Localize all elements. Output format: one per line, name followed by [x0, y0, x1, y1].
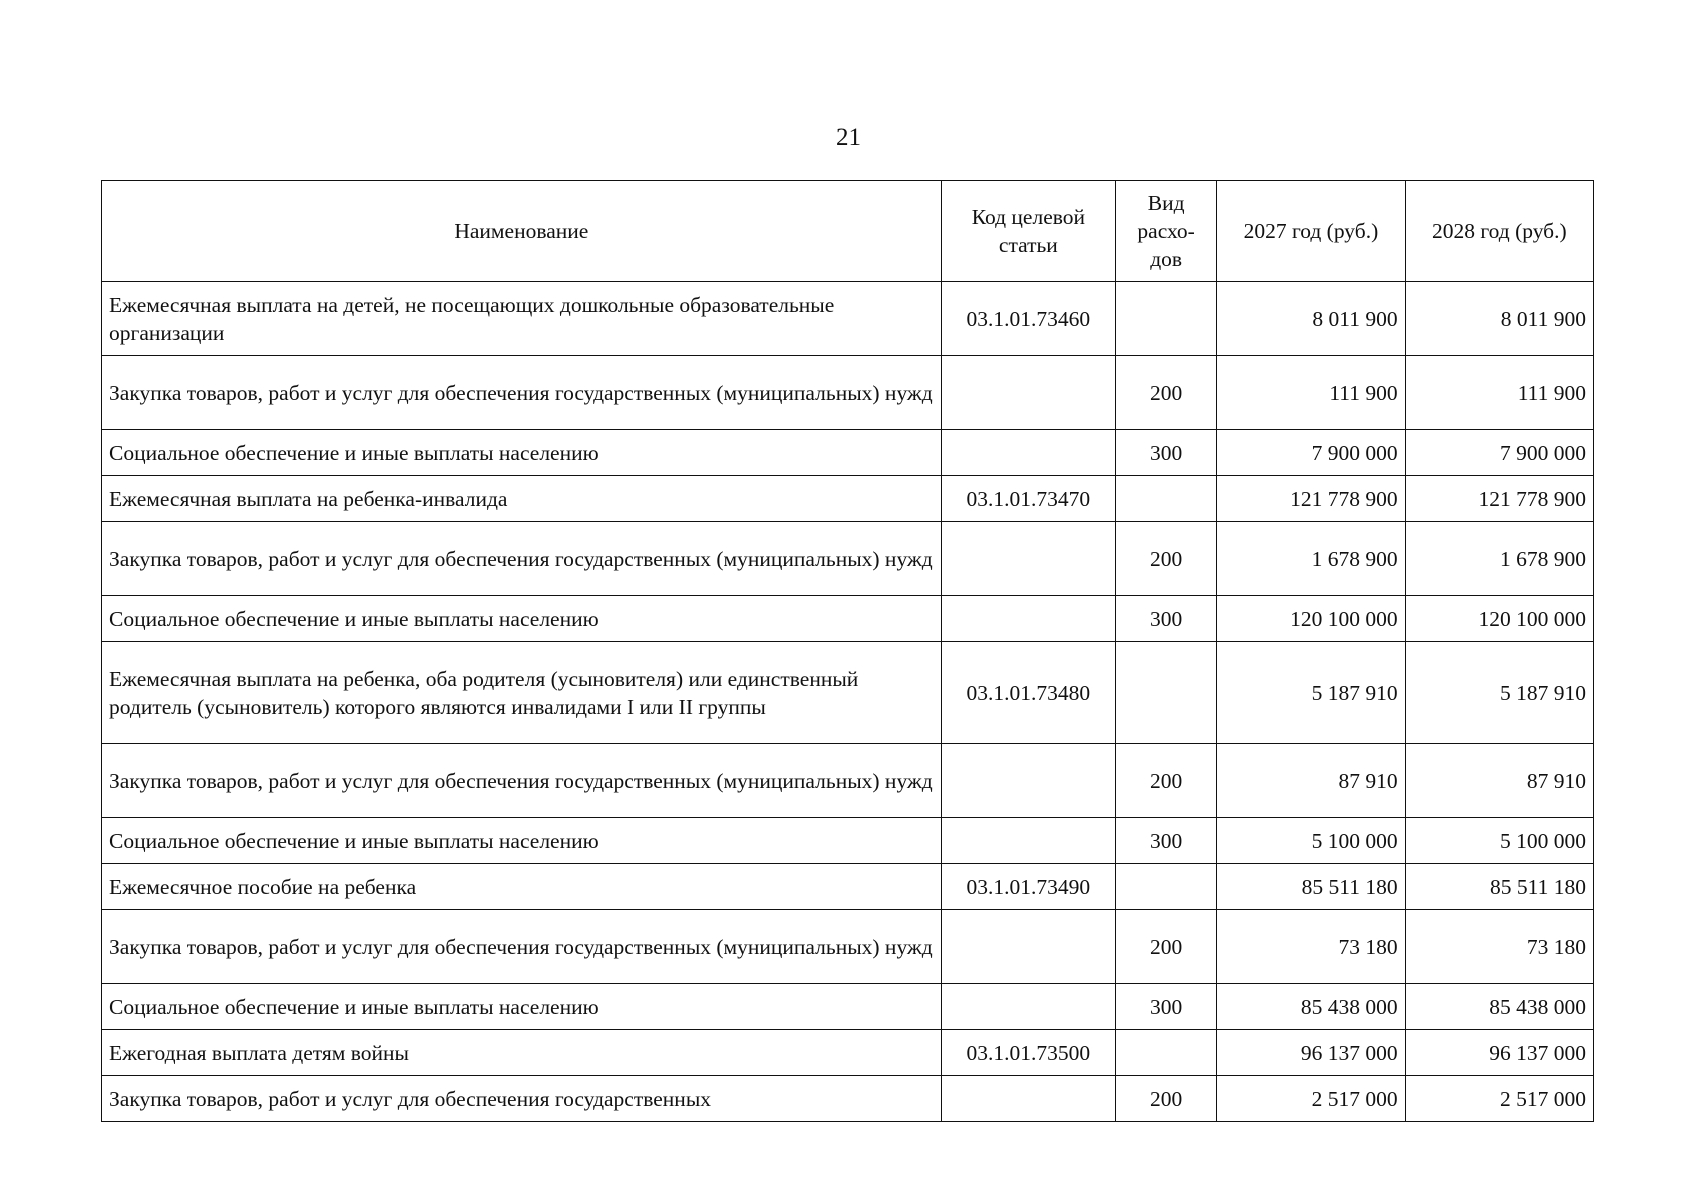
- row-amount-2027: 96 137 000: [1217, 1030, 1405, 1076]
- row-name: Социальное обеспечение и иные выплаты населению: [102, 818, 942, 864]
- row-amount-2027: 87 910: [1217, 744, 1405, 818]
- header-name: Наименование: [102, 181, 942, 282]
- row-kind: [1116, 1030, 1217, 1076]
- row-amount-2028: 120 100 000: [1405, 596, 1593, 642]
- row-name: Закупка товаров, работ и услуг для обеспечения государственных (муниципальных) нужд: [102, 744, 942, 818]
- row-name: Ежемесячная выплата на ребенка-инвалида: [102, 476, 942, 522]
- row-code: [941, 744, 1115, 818]
- row-kind: [1116, 642, 1217, 744]
- row-amount-2028: 8 011 900: [1405, 282, 1593, 356]
- row-kind: 200: [1116, 910, 1217, 984]
- header-year-2027: 2027 год (руб.): [1217, 181, 1405, 282]
- row-amount-2028: 121 778 900: [1405, 476, 1593, 522]
- row-amount-2028: 85 438 000: [1405, 984, 1593, 1030]
- row-code: 03.1.01.73470: [941, 476, 1115, 522]
- row-code: 03.1.01.73480: [941, 642, 1115, 744]
- row-amount-2027: 120 100 000: [1217, 596, 1405, 642]
- row-amount-2028: 73 180: [1405, 910, 1593, 984]
- row-amount-2027: 5 100 000: [1217, 818, 1405, 864]
- row-name: Закупка товаров, работ и услуг для обеспечения государственных (муниципальных) нужд: [102, 356, 942, 430]
- table-row: [102, 984, 1594, 1030]
- row-name: Ежегодная выплата детям войны: [102, 1030, 942, 1076]
- row-name: Социальное обеспечение и иные выплаты населению: [102, 430, 942, 476]
- row-code: 03.1.01.73490: [941, 864, 1115, 910]
- row-code: [941, 356, 1115, 430]
- budget-table: [101, 180, 1594, 1122]
- table-row: [102, 282, 1594, 356]
- row-name: Закупка товаров, работ и услуг для обеспечения государственных (муниципальных) нужд: [102, 522, 942, 596]
- row-amount-2027: 2 517 000: [1217, 1076, 1405, 1122]
- row-amount-2028: 5 100 000: [1405, 818, 1593, 864]
- row-amount-2028: 96 137 000: [1405, 1030, 1593, 1076]
- row-kind: [1116, 282, 1217, 356]
- row-amount-2028: 87 910: [1405, 744, 1593, 818]
- header-code: Код целевой статьи: [941, 181, 1115, 282]
- page-number: 21: [836, 124, 861, 151]
- table-row: [102, 642, 1594, 744]
- row-kind: 300: [1116, 596, 1217, 642]
- row-amount-2027: 7 900 000: [1217, 430, 1405, 476]
- row-name: Социальное обеспечение и иные выплаты населению: [102, 984, 942, 1030]
- row-code: [941, 984, 1115, 1030]
- header-row: [102, 181, 1594, 282]
- header-year-2028: 2028 год (руб.): [1405, 181, 1593, 282]
- row-code: [941, 910, 1115, 984]
- row-name: Социальное обеспечение и иные выплаты населению: [102, 596, 942, 642]
- row-name: Ежемесячное пособие на ребенка: [102, 864, 942, 910]
- row-code: [941, 596, 1115, 642]
- row-amount-2027: 1 678 900: [1217, 522, 1405, 596]
- table-row: [102, 596, 1594, 642]
- row-amount-2027: 73 180: [1217, 910, 1405, 984]
- row-kind: 200: [1116, 744, 1217, 818]
- table-row: [102, 744, 1594, 818]
- table-row: [102, 1030, 1594, 1076]
- table-row: [102, 818, 1594, 864]
- row-code: [941, 818, 1115, 864]
- row-amount-2027: 8 011 900: [1217, 282, 1405, 356]
- row-code: 03.1.01.73500: [941, 1030, 1115, 1076]
- row-name: Закупка товаров, работ и услуг для обеспечения государственных (муниципальных) нужд: [102, 910, 942, 984]
- row-amount-2027: 111 900: [1217, 356, 1405, 430]
- row-amount-2028: 7 900 000: [1405, 430, 1593, 476]
- table-row: [102, 430, 1594, 476]
- row-kind: 300: [1116, 818, 1217, 864]
- row-amount-2028: 85 511 180: [1405, 864, 1593, 910]
- row-name: Ежемесячная выплата на детей, не посещающих дошкольные образовательные организации: [102, 282, 942, 356]
- row-code: 03.1.01.73460: [941, 282, 1115, 356]
- row-name: Ежемесячная выплата на ребенка, оба родителя (усыновителя) или единственный родитель (усыновитель) которого являются инвалидами I или II группы: [102, 642, 942, 744]
- row-kind: 200: [1116, 356, 1217, 430]
- row-kind: 200: [1116, 522, 1217, 596]
- row-amount-2028: 1 678 900: [1405, 522, 1593, 596]
- row-kind: [1116, 864, 1217, 910]
- row-amount-2027: 85 511 180: [1217, 864, 1405, 910]
- row-code: [941, 522, 1115, 596]
- row-amount-2028: 2 517 000: [1405, 1076, 1593, 1122]
- row-amount-2028: 111 900: [1405, 356, 1593, 430]
- row-code: [941, 430, 1115, 476]
- table-row: [102, 864, 1594, 910]
- row-amount-2027: 85 438 000: [1217, 984, 1405, 1030]
- row-kind: 200: [1116, 1076, 1217, 1122]
- table-row: [102, 356, 1594, 430]
- row-kind: 300: [1116, 984, 1217, 1030]
- row-kind: [1116, 476, 1217, 522]
- table-row: [102, 1076, 1594, 1122]
- row-amount-2027: 5 187 910: [1217, 642, 1405, 744]
- table-row: [102, 522, 1594, 596]
- table-row: [102, 910, 1594, 984]
- row-name: Закупка товаров, работ и услуг для обеспечения государственных: [102, 1076, 942, 1122]
- row-amount-2027: 121 778 900: [1217, 476, 1405, 522]
- table-row: [102, 476, 1594, 522]
- row-code: [941, 1076, 1115, 1122]
- header-kind: Вид расхо-дов: [1116, 181, 1217, 282]
- row-amount-2028: 5 187 910: [1405, 642, 1593, 744]
- row-kind: 300: [1116, 430, 1217, 476]
